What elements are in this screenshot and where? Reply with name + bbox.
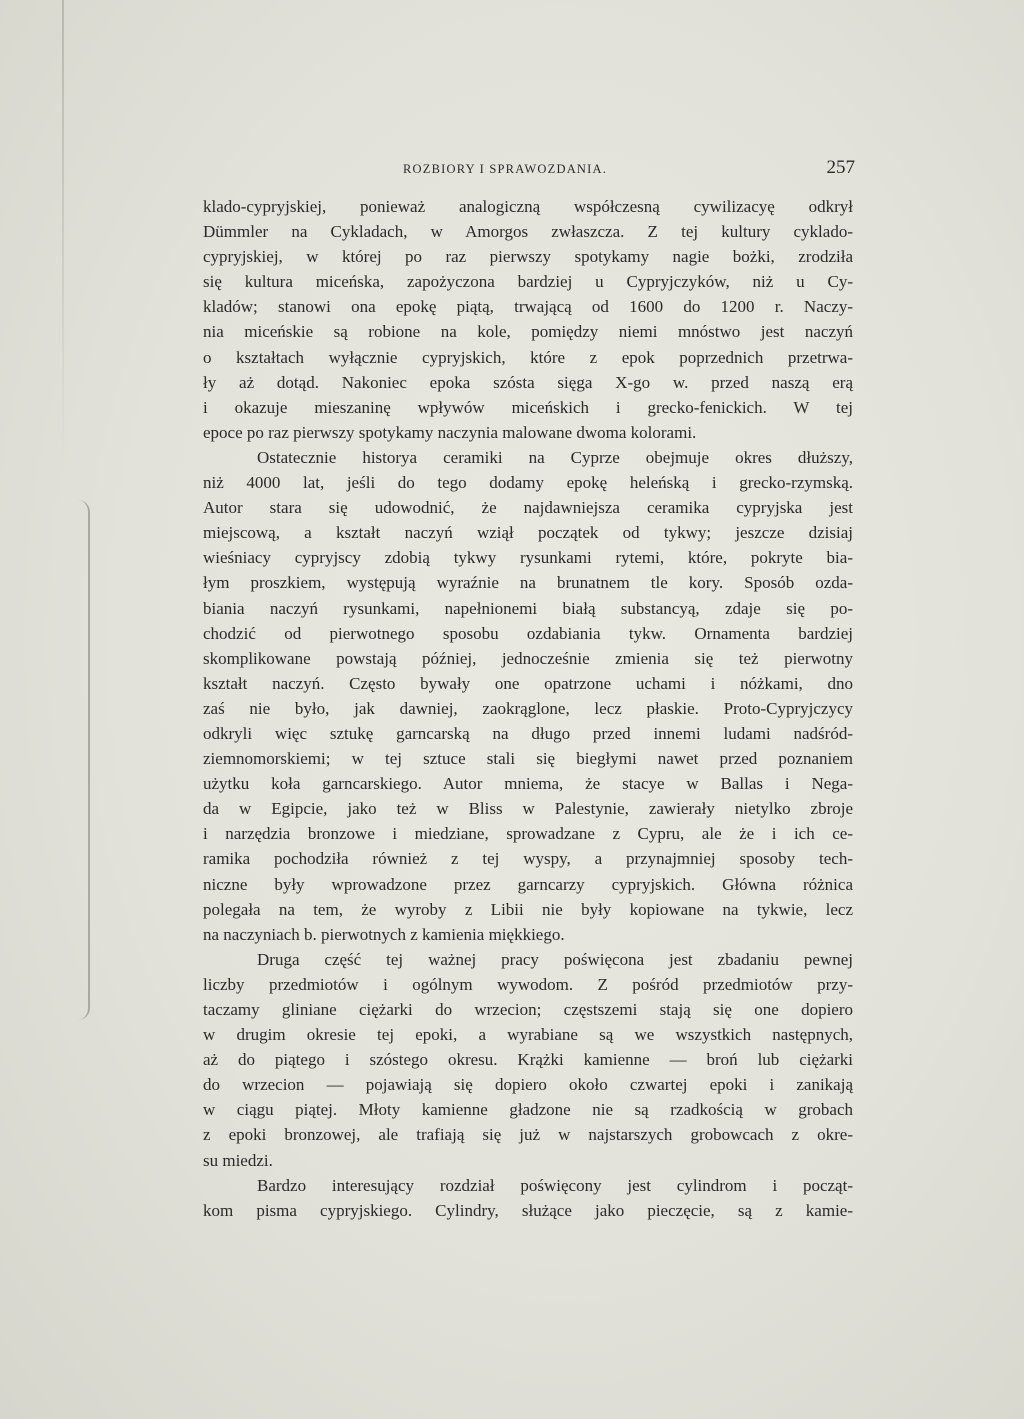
text-line: łym proszkiem, występują wyraźnie na brunatnem tle kory. Sposób ozda-	[203, 573, 853, 593]
page-number: 257	[826, 157, 855, 178]
text-line: na naczyniach b. pierwotnych z kamienia miękkiego.	[203, 924, 565, 944]
text-line: aż do piątego i szóstego okresu. Krążki kamienne — broń lub ciężarki	[203, 1050, 853, 1070]
text-line: ziemnomorskiemi; w tej sztuce stali się biegłymi nawet przed poznaniem	[203, 749, 853, 769]
text-line: nia miceńskie są robione na kole, pomiędzy niemi mnóstwo jest naczyń	[203, 322, 853, 342]
text-line: su miedzi.	[203, 1150, 273, 1170]
text-line: niż 4000 lat, jeśli do tego dodamy epokę heleńską i grecko-rzymską.	[203, 473, 853, 493]
body-text	[203, 194, 853, 1223]
text-line: biania naczyń rysunkami, napełnionemi białą substancyą, zdaje się po-	[203, 598, 853, 618]
text-line: miejscową, a kształt naczyń wziął początek od tykwy; jeszcze dzisiaj	[203, 523, 853, 543]
text-line: do wrzecion — pojawiają się dopiero około czwartej epoki i zanikają	[203, 1075, 853, 1095]
text-line: użytku koła garncarskiego. Autor mniema, że stacye w Ballas i Nega-	[203, 774, 853, 794]
text-line: ły aż dotąd. Nakoniec epoka szósta sięga X-go w. przed naszą erą	[203, 372, 853, 392]
text-line: Bardzo interesujący rozdział poświęcony jest cylindrom i począt-	[257, 1175, 853, 1195]
binding-shadow	[72, 500, 90, 1020]
text-line: niczne były wprowadzone przez garncarzy cypryjskich. Główna różnica	[203, 874, 853, 894]
page-edge-shadow	[62, 0, 64, 470]
text-line: kom pisma cypryjskiego. Cylindry, służące jako pieczęcie, są z kamie-	[203, 1200, 853, 1220]
text-line: odkryli więc sztukę garncarską na długo przed innemi ludami nadśród-	[203, 723, 853, 743]
text-line: kladów; stanowi ona epokę piątą, trwającą od 1600 do 1200 r. Naczy-	[203, 297, 853, 317]
text-line: zaś nie było, jak dawniej, zaokrąglone, lecz płaskie. Proto-Cypryjczycy	[203, 698, 853, 718]
text-line: i okazuje mieszaninę wpływów miceńskich i grecko-fenickich. W tej	[203, 397, 853, 417]
text-line: skomplikowane powstają później, jednocześnie zmienia się też pierwotny	[203, 648, 853, 668]
text-line: cypryjskiej, w której po raz pierwszy spotykamy nagie bożki, zrodziła	[203, 247, 853, 267]
text-line: Dümmler na Cykladach, w Amorgos zwłaszcza. Z tej kultury cyklado-	[203, 222, 853, 242]
text-line: polegała na tem, że wyroby z Libii nie były kopiowane na tykwie, lecz	[203, 899, 853, 919]
text-line: Autor stara się udowodnić, że najdawniejsza ceramika cypryjska jest	[203, 498, 853, 518]
text-line: się kultura miceńska, zapożyczona bardziej u Cypryjczyków, niż u Cy-	[203, 272, 853, 292]
text-line: da w Egipcie, jako też w Bliss w Palestynie, zawierały nietylko zbroje	[203, 799, 853, 819]
text-line: i narzędzia bronzowe i miedziane, sprowadzane z Cypru, ale że i ich ce-	[203, 824, 853, 844]
text-line: epoce po raz pierwszy spotykamy naczynia malowane dwoma kolorami.	[203, 422, 697, 442]
text-line: ramika pochodziła również z tej wyspy, a przynajmniej sposoby tech-	[203, 849, 853, 869]
text-line: taczamy gliniane ciężarki do wrzecion; częstszemi stają się one dopiero	[203, 1000, 853, 1019]
text-line: Druga część tej ważnej pracy poświęcona jest zbadaniu pewnej	[257, 949, 853, 969]
text-line: Ostatecznie historya ceramiki na Cyprze obejmuje okres dłuższy,	[257, 447, 853, 467]
page-header	[203, 158, 853, 182]
running-title: ROZBIORY I SPRAWOZDANIA.	[403, 162, 608, 176]
text-line: liczby przedmiotów i ogólnym wywodom. Z pośród przedmiotów przy-	[203, 974, 853, 994]
text-line: wieśniacy cypryjscy zdobią tykwy rysunkami rytemi, które, pokryte bia-	[203, 548, 853, 568]
text-line: klado-cypryjskiej, ponieważ analogiczną współczesną cywilizacyę odkrył	[203, 197, 853, 216]
text-line: kształt naczyń. Często bywały one opatrzone uchami i nóżkami, dno	[203, 673, 853, 693]
text-line: z epoki bronzowej, ale trafiają się już w najstarszych grobowcach z okre-	[203, 1125, 853, 1145]
text-line: chodzić od pierwotnego sposobu ozdabiania tykw. Ornamenta bardziej	[203, 623, 853, 643]
text-line: o kształtach wyłącznie cypryjskich, które z epok poprzednich przetrwa-	[203, 347, 853, 367]
text-line: w drugim okresie tej epoki, a wyrabiane są we wszystkich następnych,	[203, 1025, 853, 1045]
text-line: w ciągu piątej. Młoty kamienne gładzone nie są rzadkością w grobach	[203, 1100, 853, 1120]
